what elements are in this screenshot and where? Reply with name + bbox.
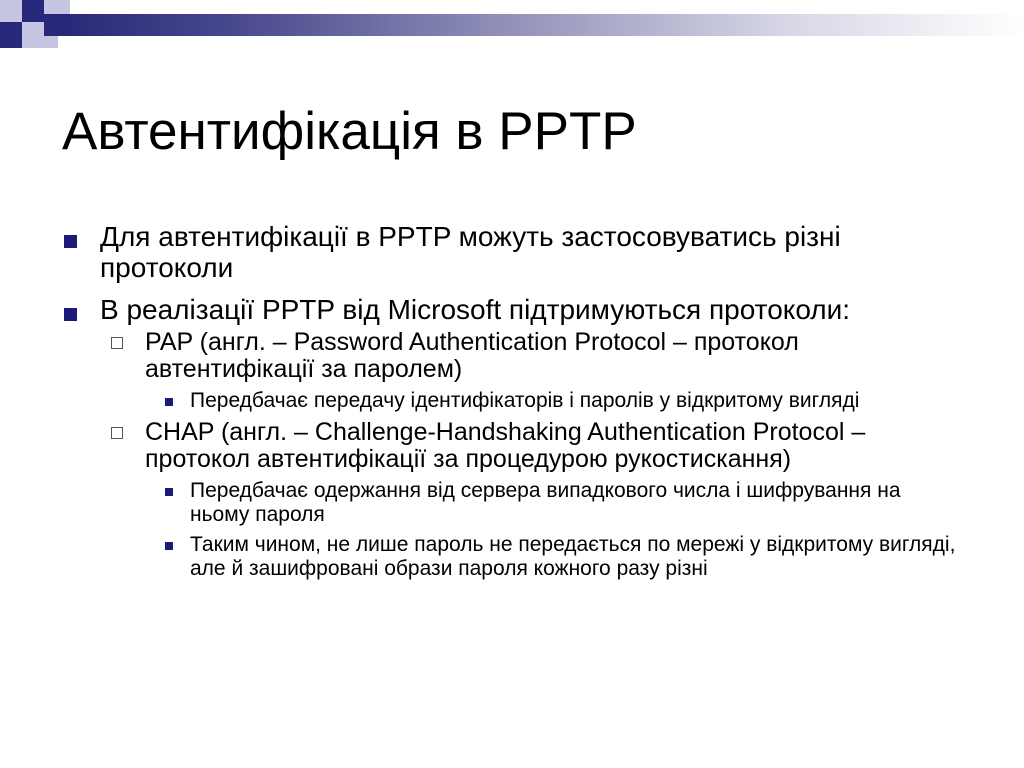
sub-bullet-text: CHAP (англ. – Challenge-Handshaking Authentication Protocol – протокол автентифікації за процедурою рукостискання) bbox=[145, 418, 866, 473]
bullet-item bbox=[62, 294, 962, 325]
square-bullet-icon bbox=[64, 308, 77, 321]
decor-square bbox=[22, 0, 44, 22]
sub-sub-bullet-item bbox=[62, 533, 962, 581]
sub-sub-bullet-item bbox=[62, 389, 962, 413]
small-square-bullet-icon bbox=[165, 542, 173, 550]
decor-square bbox=[44, 0, 70, 14]
decor-square bbox=[44, 36, 58, 48]
sub-sub-bullet-text: Передбачає одержання від сервера випадкового числа і шифрування на ньому пароля bbox=[190, 479, 901, 526]
hollow-square-bullet-icon bbox=[111, 337, 123, 349]
slide-content bbox=[62, 221, 962, 587]
header-decoration bbox=[0, 0, 1024, 48]
small-square-bullet-icon bbox=[165, 488, 173, 496]
sub-sub-bullet-text: Таким чином, не лише пароль не передається по мережі у відкритому вигляді, але й зашифровані образи пароля кожного разу різні bbox=[190, 533, 956, 580]
decor-square bbox=[0, 0, 22, 22]
decor-square bbox=[44, 14, 70, 36]
bullet-text: В реалізації PPTP від Microsoft підтримуються протоколи: bbox=[100, 294, 851, 325]
sub-sub-bullet-item bbox=[62, 479, 962, 527]
sub-sub-bullet-text: Передбачає передачу ідентифікаторів і паролів у відкритому вигляді bbox=[190, 389, 860, 412]
small-square-bullet-icon bbox=[165, 398, 173, 406]
decor-square bbox=[0, 22, 22, 48]
sub-bullet-text: PAP (англ. – Password Authentication Protocol – протокол автентифікації за паролем) bbox=[145, 328, 799, 383]
header-gradient-bar bbox=[70, 14, 1024, 36]
sub-bullet-item bbox=[62, 419, 962, 473]
sub-bullet-item bbox=[62, 329, 962, 383]
hollow-square-bullet-icon bbox=[111, 427, 123, 439]
bullet-text: Для автентифікації в PPTP можуть застосовуватись різні протоколи bbox=[100, 221, 841, 283]
slide-title: Автентифікація в PPTP bbox=[62, 102, 637, 161]
square-bullet-icon bbox=[64, 235, 77, 248]
decor-square bbox=[22, 22, 44, 48]
bullet-item bbox=[62, 221, 962, 283]
